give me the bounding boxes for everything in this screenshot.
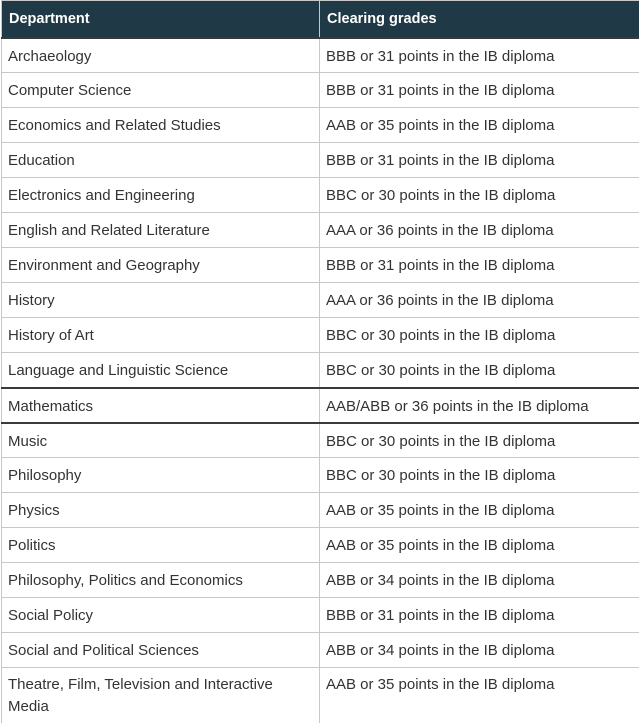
- table-row: [2, 38, 640, 73]
- table-row: [2, 423, 640, 458]
- table-row: [2, 388, 640, 423]
- clearing-grade-cell: ABB or 34 points in the IB diploma: [320, 563, 640, 598]
- department-cell: Environment and Geography: [2, 248, 320, 283]
- table-row: [2, 108, 640, 143]
- table-row: [2, 353, 640, 388]
- clearing-grade-cell: AAB or 35 points in the IB diploma: [320, 668, 640, 723]
- table-row: [2, 283, 640, 318]
- clearing-grade-cell: AAA or 36 points in the IB diploma: [320, 213, 640, 248]
- table-row: [2, 248, 640, 283]
- table-header: [2, 1, 640, 38]
- clearing-grade-cell: BBB or 31 points in the IB diploma: [320, 73, 640, 108]
- department-cell: Language and Linguistic Science: [2, 353, 320, 388]
- department-cell: History of Art: [2, 318, 320, 353]
- department-cell: Philosophy, Politics and Economics: [2, 563, 320, 598]
- department-cell: Education: [2, 143, 320, 178]
- clearing-grade-cell: BBB or 31 points in the IB diploma: [320, 143, 640, 178]
- clearing-grade-cell: BBC or 30 points in the IB diploma: [320, 318, 640, 353]
- clearing-grade-cell: BBB or 31 points in the IB diploma: [320, 248, 640, 283]
- table-row: [2, 528, 640, 563]
- table-row: [2, 493, 640, 528]
- clearing-grade-cell: AAB or 35 points in the IB diploma: [320, 108, 640, 143]
- department-cell: Philosophy: [2, 458, 320, 493]
- clearing-grade-cell: BBC or 30 points in the IB diploma: [320, 178, 640, 213]
- clearing-grade-cell: AAB/ABB or 36 points in the IB diploma: [320, 388, 640, 423]
- table-row: [2, 668, 640, 723]
- department-cell: English and Related Literature: [2, 213, 320, 248]
- table-row: [2, 563, 640, 598]
- department-cell: Politics: [2, 528, 320, 563]
- department-cell: Social Policy: [2, 598, 320, 633]
- table-row: [2, 458, 640, 493]
- header-clearing-grades: Clearing grades: [320, 1, 640, 38]
- department-cell: Computer Science: [2, 73, 320, 108]
- department-cell: Electronics and Engineering: [2, 178, 320, 213]
- department-cell: Music: [2, 423, 320, 458]
- department-cell: Mathematics: [2, 388, 320, 423]
- clearing-grade-cell: AAB or 35 points in the IB diploma: [320, 493, 640, 528]
- table-row: [2, 633, 640, 668]
- clearing-grade-cell: BBB or 31 points in the IB diploma: [320, 38, 640, 73]
- table-row: [2, 318, 640, 353]
- header-row: [2, 1, 640, 38]
- clearing-grade-cell: ABB or 34 points in the IB diploma: [320, 633, 640, 668]
- clearing-grades-table: [1, 0, 639, 723]
- department-cell: History: [2, 283, 320, 318]
- clearing-grades-table-container: [1, 0, 639, 723]
- department-cell: Social and Political Sciences: [2, 633, 320, 668]
- table-row: [2, 598, 640, 633]
- clearing-grade-cell: AAB or 35 points in the IB diploma: [320, 528, 640, 563]
- table-row: [2, 143, 640, 178]
- clearing-grade-cell: BBC or 30 points in the IB diploma: [320, 353, 640, 388]
- table-row: [2, 213, 640, 248]
- table-row: [2, 73, 640, 108]
- header-department: Department: [2, 1, 320, 38]
- clearing-grade-cell: BBB or 31 points in the IB diploma: [320, 598, 640, 633]
- department-cell: Physics: [2, 493, 320, 528]
- clearing-grade-cell: BBC or 30 points in the IB diploma: [320, 458, 640, 493]
- clearing-grade-cell: AAA or 36 points in the IB diploma: [320, 283, 640, 318]
- department-cell: Theatre, Film, Television and Interactive Media: [2, 668, 320, 723]
- table-body: [2, 38, 640, 723]
- department-cell: Economics and Related Studies: [2, 108, 320, 143]
- clearing-grade-cell: BBC or 30 points in the IB diploma: [320, 423, 640, 458]
- department-cell: Archaeology: [2, 38, 320, 73]
- table-row: [2, 178, 640, 213]
